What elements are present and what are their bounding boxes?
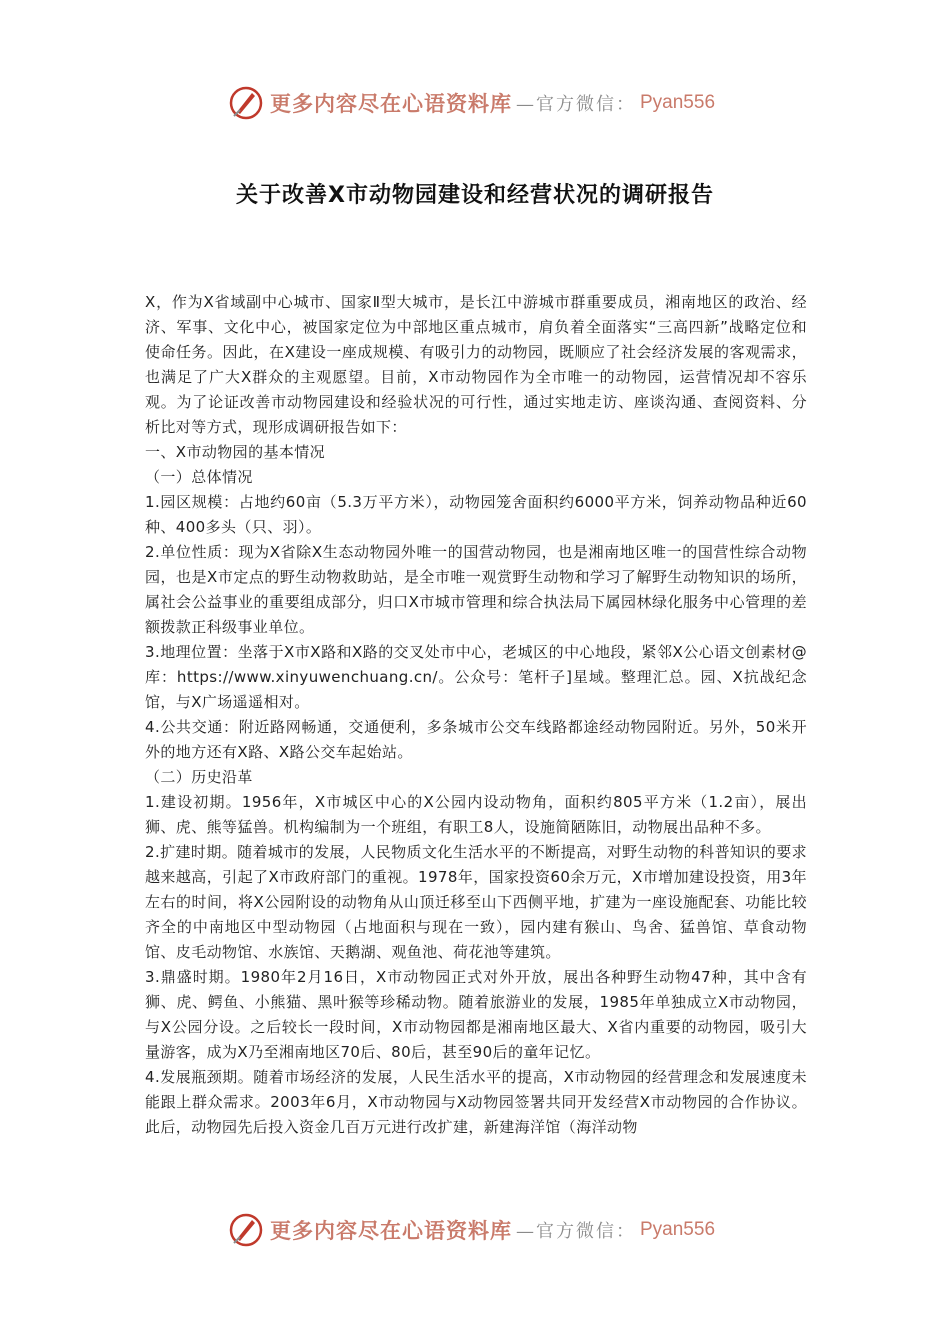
document-body — [145, 290, 807, 1140]
section-heading: 一、X市动物园的基本情况 — [145, 443, 326, 461]
paragraph: 1.园区规模：占地约60亩（5.3万平方米），动物园笼舍面积约6000平方米，饲养动物品种近60种、400多头（只、羽）。 — [145, 493, 807, 536]
banner-brand-text: 更多内容尽在心语资料库 — [270, 1218, 512, 1243]
subsection-heading: （一）总体情况 — [145, 468, 253, 486]
paragraph: 3.地理位置：坐落于X市X路和X路的交叉处市中心，老城区的中心地段，紧邻X公心语文创素材@库：https://www.xinyuwenchuang.cn/。公众号：笔杆子]星域。整理汇总。园、X抗战纪念馆，与X广场遥遥相对。 — [145, 643, 807, 711]
document-title: 关于改善X市动物园建设和经营状况的调研报告 — [236, 183, 714, 208]
paragraph: 4.公共交通：附近路网畅通，交通便利，多条城市公交车线路都途经动物园附近。另外，50米开外的地方还有X路、X路公交车起始站。 — [145, 718, 807, 761]
paragraph: 1.建设初期。1956年，X市城区中心的X公园内设动物角，面积约805平方米（1.2亩），展出狮、虎、熊等猛兽。机构编制为一个班组，有职工8人，设施简陋陈旧，动物展出品种不多。 — [145, 793, 807, 836]
paragraph: 2.扩建时期。随着城市的发展，人民物质文化生活水平的不断提高，对野生动物的科普知识的要求越来越高，引起了X市政府部门的重视。1978年，国家投资60余万元，X市增加建设投资，用3年左右的时间，将X公园附设的动物角从山顶迁移至山下西侧平地，扩建为一座设施配套、功能比较齐全的中南地区中型动物园（占地面积与现在一致），园内建有猴山、鸟舍、猛兽馆、草食动物馆、皮毛动物馆、水族馆、天鹅湖、观鱼池、荷花池等建筑。 — [145, 843, 807, 961]
paragraph: 3.鼎盛时期。1980年2月16日，X市动物园正式对外开放，展出各种野生动物47种，其中含有狮、虎、鳄鱼、小熊猫、黑叶猴等珍稀动物。随着旅游业的发展，1985年单独成立X市动物园，与X公园分设。之后较长一段时间，X市动物园都是湘南地区最大、X省内重要的动物园，吸引大量游客，成为X乃至湘南地区70后、80后，甚至90后的童年记忆。 — [145, 968, 807, 1061]
banner-wechat-id: Pyan556 — [640, 92, 716, 113]
banner-sub-text: —官方微信： — [516, 94, 636, 115]
paragraph: X，作为X省域副中心城市、国家Ⅱ型大城市，是长江中游城市群重要成员，湘南地区的政治、经济、军事、文化中心，被国家定位为中部地区重点城市，肩负着全面落实“三高四新”战略定位和使命任务。因此，在X建设一座成规模、有吸引力的动物园，既顺应了社会经济发展的客观需求，也满足了广大X群众的主观愿望。目前，X市动物园作为全市唯一的动物园，运营情况却不容乐观。为了论证改善市动物园建设和经验状况的可行性，通过实地走访、座谈沟通、查阅资料、分析比对等方式，现形成调研报告如下： — [145, 293, 807, 436]
quill-logo-icon — [228, 85, 264, 121]
paragraph: 2.单位性质：现为X省除X生态动物园外唯一的国营动物园，也是湘南地区唯一的国营性综合动物园，也是X市定点的野生动物救助站，是全市唯一观赏野生动物和学习了解野生动物知识的场所，属社会公益事业的重要组成部分，归口X市城市管理和综合执法局下属园林绿化服务中心管理的差额拨款正科级事业单位。 — [145, 543, 807, 636]
footer-banner — [228, 1210, 748, 1250]
banner-sub-text: —官方微信： — [516, 1221, 636, 1242]
subsection-heading: （二）历史沿革 — [145, 768, 253, 786]
banner-brand-text: 更多内容尽在心语资料库 — [270, 91, 512, 116]
banner-wechat-id: Pyan556 — [640, 1219, 716, 1240]
paragraph: 4.发展瓶颈期。随着市场经济的发展，人民生活水平的提高，X市动物园的经营理念和发展速度未能跟上群众需求。2003年6月，X市动物园与X动物园签署共同开发经营X市动物园的合作协议。此后，动物园先后投入资金几百万元进行改扩建，新建海洋馆（海洋动物 — [145, 1068, 807, 1136]
quill-logo-icon — [228, 1212, 264, 1248]
header-banner — [228, 83, 748, 123]
